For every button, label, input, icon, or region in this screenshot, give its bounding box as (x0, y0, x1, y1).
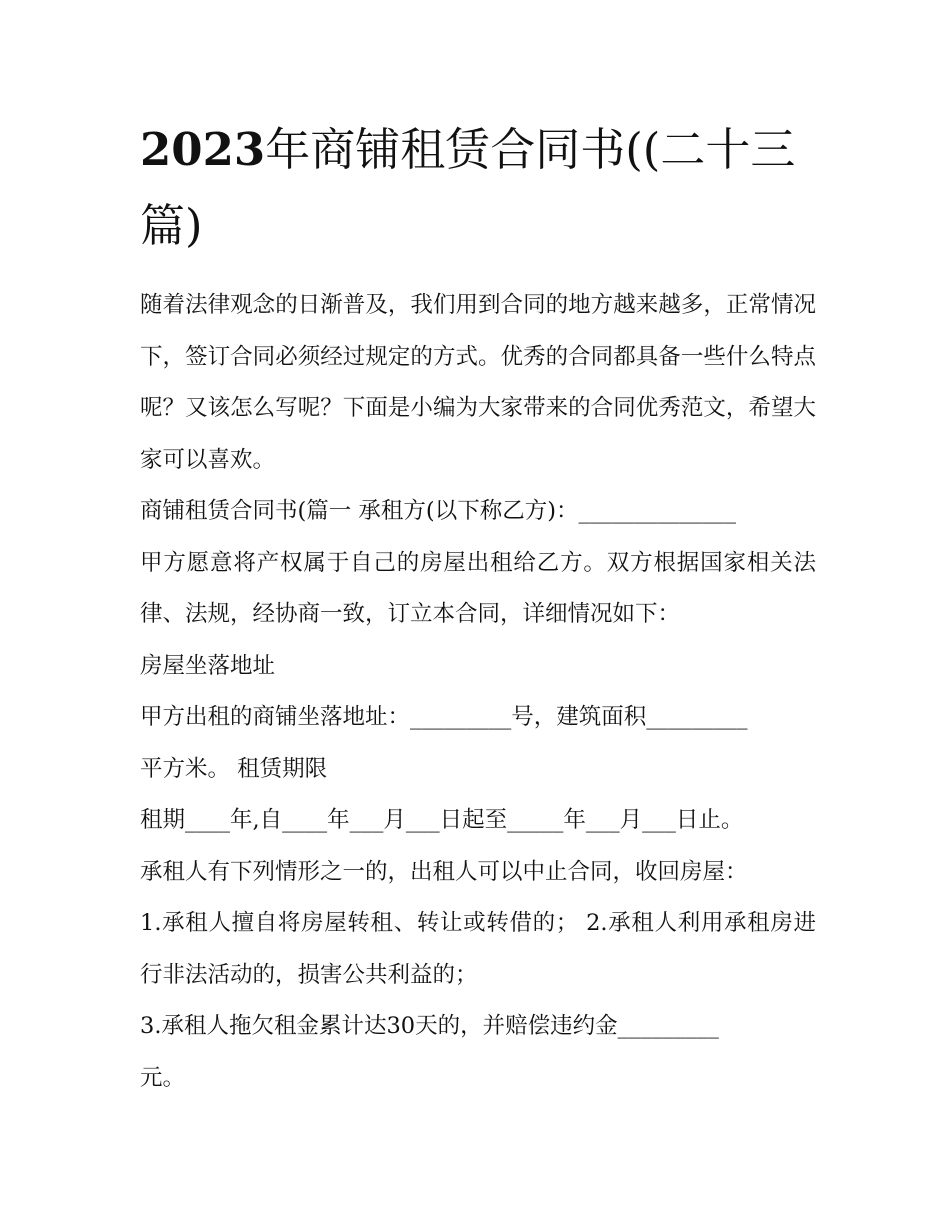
lease-term-paragraph: 租期____年,自____年___月___日起至_____年___月___日止。 (140, 807, 744, 833)
termination-items-paragraph: 1.承租人擅自将房屋转租、转让或转借的； 2.承租人利用承租房进行非法活动的，损害公共利益的； (140, 910, 816, 988)
contract-heading-paragraph: 商铺租赁合同书(篇一 承租方(以下称乙方)：______________ (140, 498, 736, 524)
document-title (140, 112, 816, 264)
title-year: 2023 (140, 123, 266, 176)
document-body (140, 280, 816, 1104)
area-and-term-heading: 平方米。 租赁期限 (140, 755, 328, 782)
document-page (140, 112, 816, 1104)
title-text: 年商铺租赁合同书((二十三篇) (140, 123, 796, 252)
intro-paragraph: 随着法律观念的日渐普及，我们用到合同的地方越来越多，正常情况下，签订合同必须经过规定的方式。优秀的合同都具备一些什么特点呢？又该怎么写呢？下面是小编为大家带来的合同优秀范文，希望大家可以喜欢。 (140, 292, 816, 473)
address-paragraph: 甲方出租的商铺坐落地址：_________号，建筑面积_________ (140, 704, 748, 730)
arrears-unit: 元。 (140, 1064, 186, 1091)
agreement-paragraph: 甲方愿意将产权属于自己的房屋出租给乙方。双方根据国家相关法律、法规，经协商一致，订立本合同，详细情况如下： (140, 549, 816, 627)
section-heading-address: 房屋坐落地址 (140, 652, 276, 679)
arrears-paragraph: 3.承租人拖欠租金累计达30天的，并赔偿违约金_________ (140, 1013, 719, 1039)
termination-intro-paragraph: 承租人有下列情形之一的，出租人可以中止合同，收回房屋： (140, 858, 748, 885)
